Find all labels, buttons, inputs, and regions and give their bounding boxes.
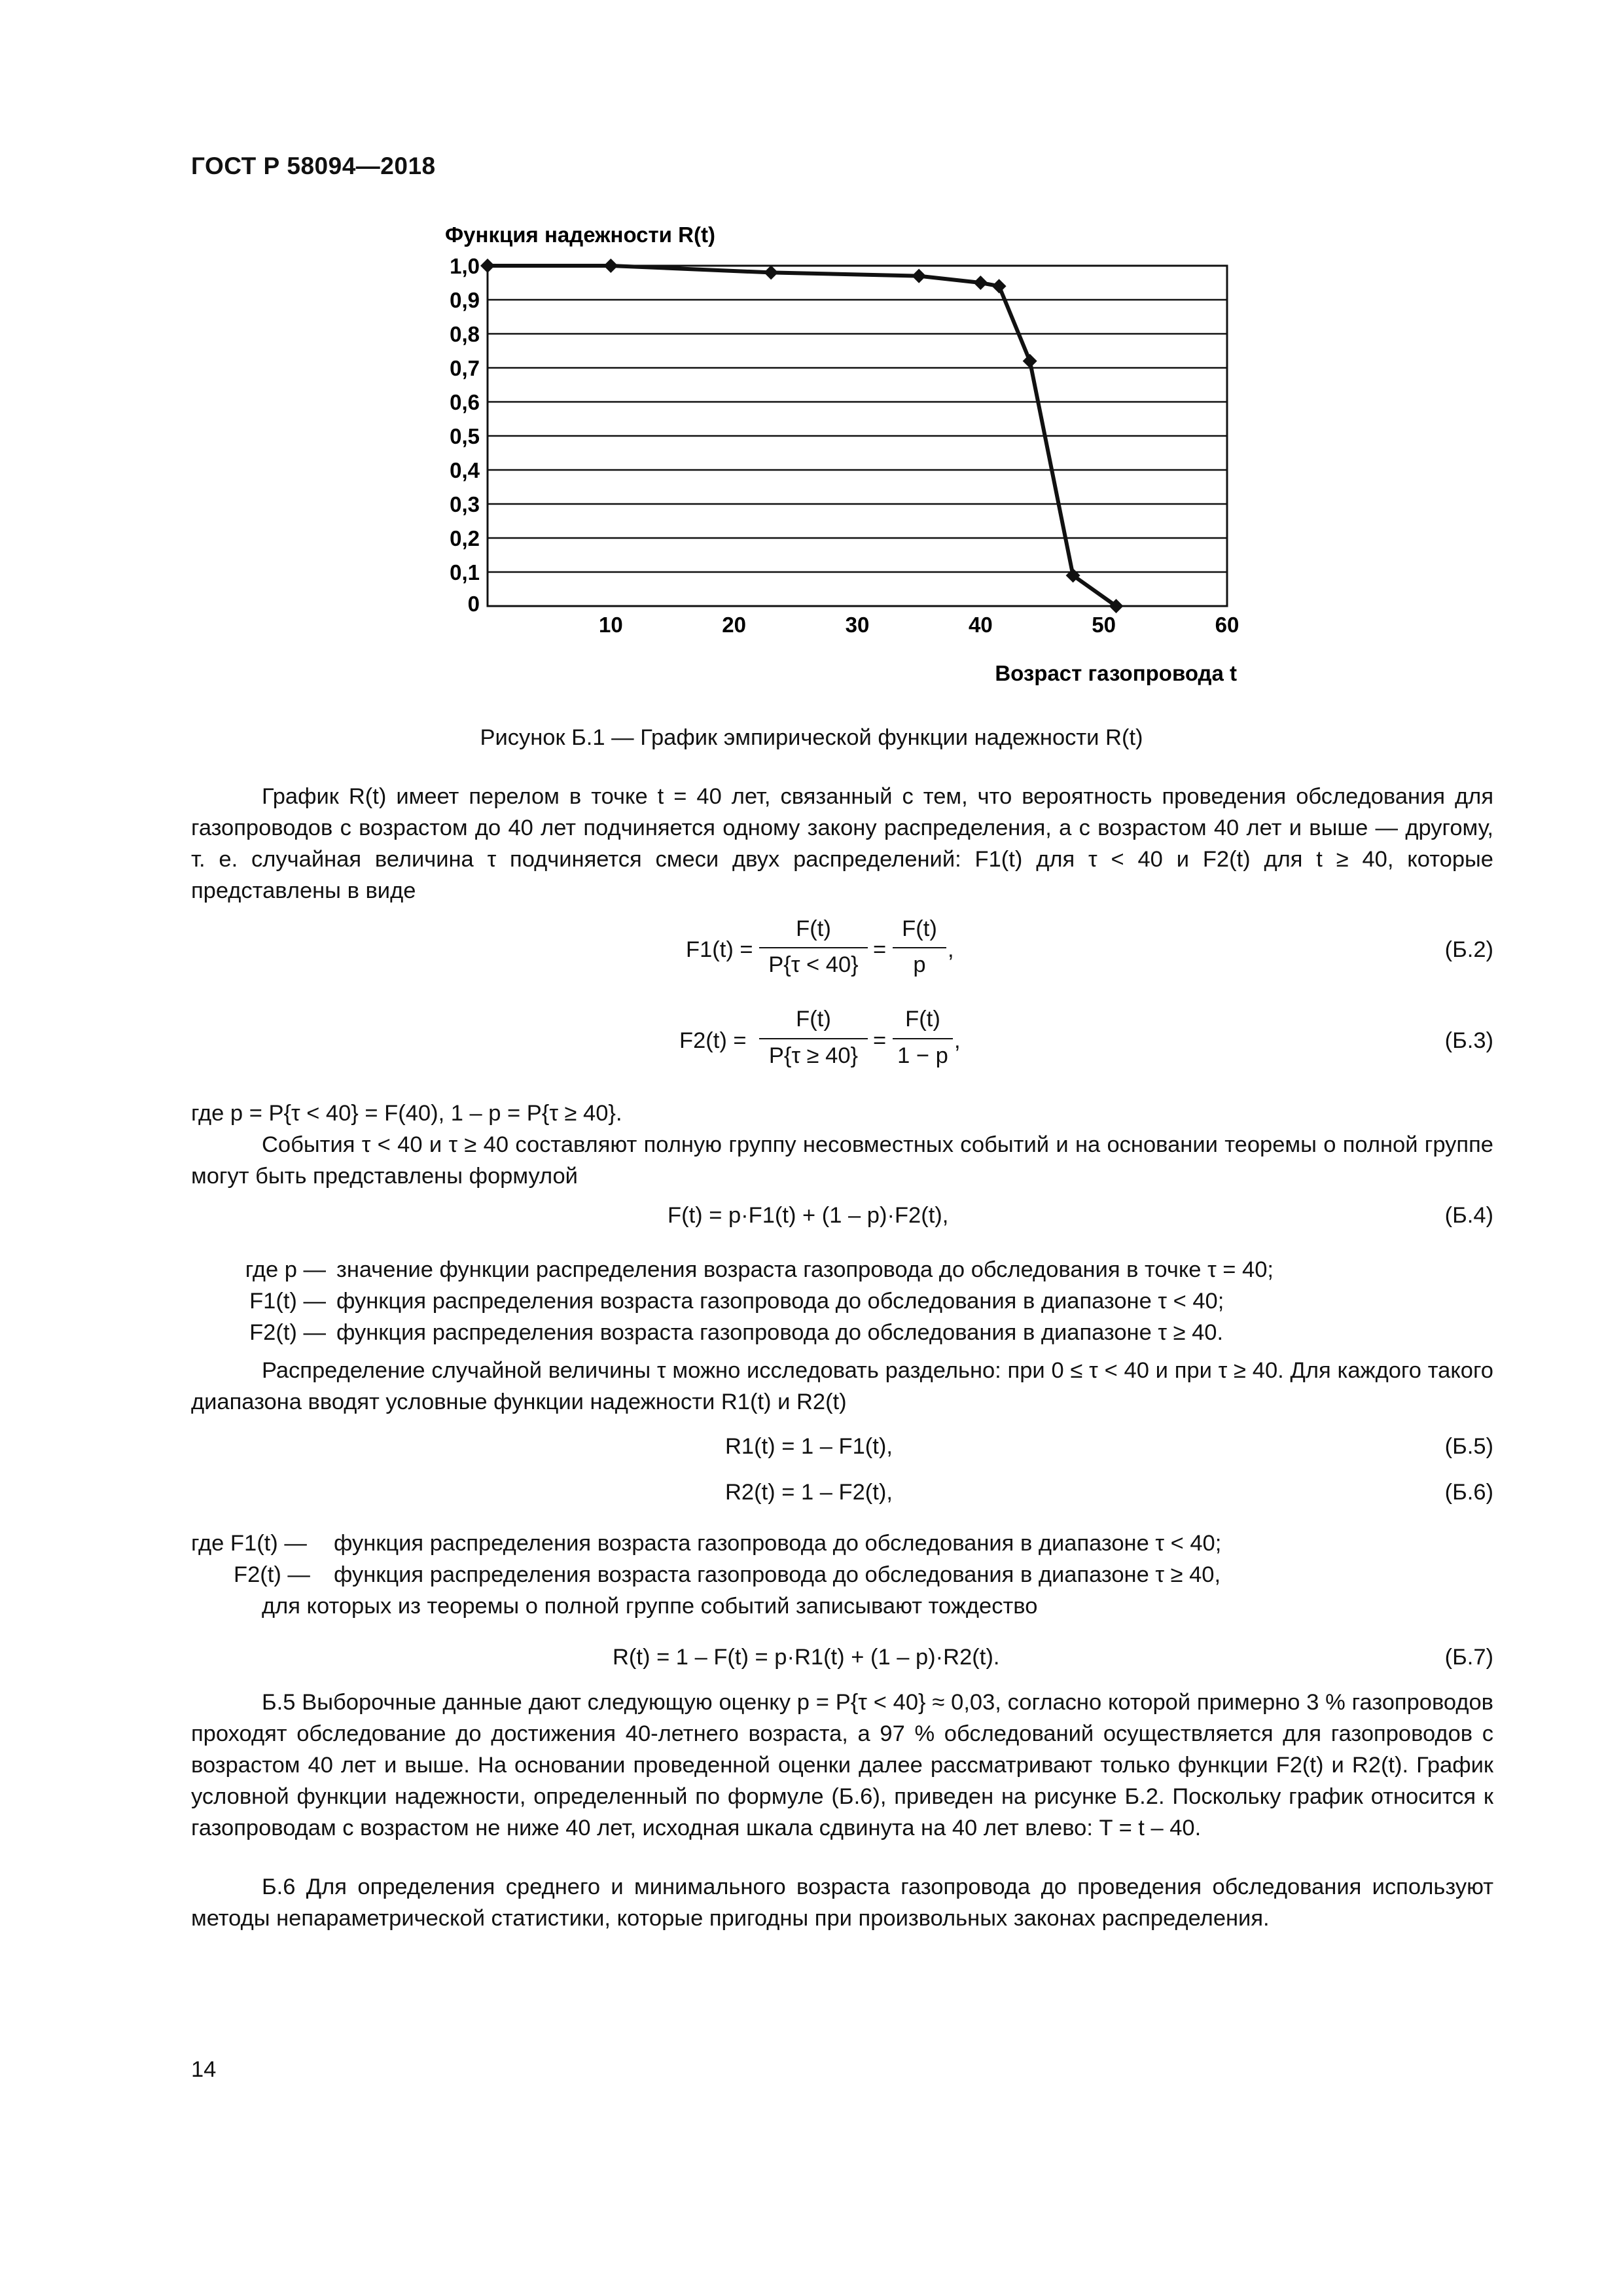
eq-b3-comma: , [954, 1028, 961, 1053]
x-tick-label: 30 [845, 613, 870, 637]
chart-title: Функция надежности R(t) [445, 223, 715, 247]
eq-b2-lhs: F1(t) = [686, 937, 753, 962]
x-tick-label: 40 [968, 613, 993, 637]
y-tick-label: 0 [467, 592, 480, 616]
where3-label-f2: F2(t) — [234, 1562, 310, 1587]
eq-b2-frac2-denominator: p [913, 952, 926, 977]
eq-b7-number: (Б.7) [1444, 1645, 1493, 1670]
y-tick-label: 0,1 [450, 560, 480, 584]
x-tick-label: 10 [598, 613, 623, 637]
data-point-marker [1023, 354, 1037, 368]
data-point-marker [603, 259, 618, 273]
where2-label-f2: F2(t) — [249, 1320, 326, 1345]
eq-b2-frac1-denominator: P{τ < 40} [768, 952, 859, 977]
eq-b3-frac2-denominator: 1 − p [897, 1043, 948, 1068]
y-tick-label: 0,9 [450, 288, 480, 312]
y-tick-label: 0,7 [450, 356, 480, 380]
where2-label-p: где p — [245, 1257, 326, 1282]
y-tick-label: 0,3 [450, 492, 480, 516]
eq-b7: R(t) = 1 – F(t) = p·R1(t) + (1 – p)·R2(t). [613, 1645, 1000, 1670]
eq-b2-frac1-numerator: F(t) [796, 916, 831, 941]
eq-b6: R2(t) = 1 – F2(t), [725, 1480, 893, 1505]
y-tick-label: 0,4 [450, 458, 480, 482]
document-header: ГОСТ Р 58094—2018 [191, 152, 436, 179]
eq-b3-equals: = [873, 1028, 887, 1053]
reliability-chart [419, 216, 1257, 694]
section-b5: Б.5 Выборочные данные дают следующую оценку p = P{τ < 40} ≈ 0,03, согласно которой примерно 3 % газопроводов проходят обследование до достижения 40-летнего возраста, а 97 % обследований осуществляется для газопроводов с возрастом 40 лет и выше. На основании проведенной оценки далее рассматривают только функции F2(t) и R2(t). График условной функции надежности, определенный по формуле (Б.6), приведен на рисунке Б.2. Поскольку график относится к газопроводам с возрастом не ниже 40 лет, исходная шкала сдвинута на 40 лет влево: T = t – 40. [191, 1690, 1493, 1840]
eq-b3-frac2-bar [893, 1038, 953, 1039]
eq-b3-frac1-denominator: P{τ ≥ 40} [768, 1043, 859, 1068]
where2-text-f2: функция распределения возраста газопровода до обследования в диапазоне τ ≥ 40. [336, 1320, 1224, 1345]
data-point-marker [480, 259, 495, 273]
where-p-definition: где p = P{τ < 40} = F(40), 1 – p = P{τ ≥ 40}. [191, 1101, 622, 1126]
eq-b3-lhs: F2(t) = [679, 1028, 747, 1053]
eq-b2-frac2-numerator: F(t) [902, 916, 937, 941]
chart-grid [488, 300, 1227, 572]
eq-b5-number: (Б.5) [1444, 1434, 1493, 1459]
data-point-marker [912, 269, 926, 283]
data-point-marker [973, 276, 988, 290]
y-tick-label: 0,5 [450, 424, 480, 448]
where3-text-f2: функция распределения возраста газопровода до обследования в диапазоне τ ≥ 40, [334, 1562, 1221, 1587]
where3-label-f1: где F1(t) — [191, 1531, 307, 1556]
x-axis-ticks [599, 613, 1239, 637]
data-point-marker [764, 265, 778, 279]
x-axis-label: Возраст газопровода t [995, 661, 1237, 685]
page-number: 14 [191, 2057, 217, 2082]
where2-text-f1: функция распределения возраста газопровода до обследования в диапазоне τ < 40; [336, 1289, 1224, 1314]
section-b6: Б.6 Для определения среднего и минимального возраста газопровода до проведения обследования используют методы непараметрической статистики, которые пригодны при произвольных законах распределения. [191, 1874, 1493, 1931]
paragraph-conditional-reliability: Распределение случайной величины τ можно исследовать раздельно: при 0 ≤ τ < 40 и при τ ≥ 40. Для каждого такого диапазона вводят условные функции надежности R1(t) и R2(t) [191, 1358, 1493, 1414]
where2-text-p: значение функции распределения возраста газопровода до обследования в точке τ = 40; [336, 1257, 1274, 1282]
eq-b3-frac1-numerator: F(t) [796, 1007, 831, 1031]
eq-b2-number: (Б.2) [1444, 937, 1493, 962]
x-tick-label: 50 [1092, 613, 1116, 637]
eq-b5: R1(t) = 1 – F1(t), [725, 1434, 893, 1459]
figure-caption: Рисунок Б.1 — График эмпирической функции надежности R(t) [480, 725, 1143, 750]
eq-b4: F(t) = p·F1(t) + (1 – p)·F2(t), [668, 1203, 949, 1228]
where2-label-f1: F1(t) — [249, 1289, 326, 1314]
eq-b2-comma: , [948, 937, 954, 962]
eq-b2-frac2-bar [893, 947, 946, 948]
y-axis-ticks [450, 254, 480, 616]
y-tick-label: 1,0 [450, 254, 480, 278]
x-tick-label: 20 [722, 613, 747, 637]
eq-b4-number: (Б.4) [1444, 1203, 1493, 1228]
eq-b3-number: (Б.3) [1444, 1028, 1493, 1053]
y-tick-label: 0,8 [450, 322, 480, 346]
where3-text-f1: функция распределения возраста газопровода до обследования в диапазоне τ < 40; [334, 1531, 1222, 1556]
data-point-marker [992, 279, 1007, 293]
eq-b6-number: (Б.6) [1444, 1480, 1493, 1505]
y-tick-label: 0,2 [450, 526, 480, 550]
where3-tail: для которых из теоремы о полной группе событий записывают тождество [262, 1594, 1038, 1619]
eq-b2-equals: = [873, 937, 887, 962]
eq-b2-frac1-bar [759, 947, 868, 948]
paragraph-breakpoint: График R(t) имеет перелом в точке t = 40 лет, связанный с тем, что вероятность проведения обследования для газопроводов с возрастом до 40 лет подчиняется одному закону распределения, а с возрастом 40 лет и выше — другому, т. е. случайная величина τ подчиняется смеси двух распределений: F1(t) для τ < 40 и F2(t) для t ≥ 40, которые представлены в виде [191, 784, 1493, 903]
paragraph-full-group: События τ < 40 и τ ≥ 40 составляют полную группу несовместных событий и на основании теоремы о полной группе могут быть представлены формулой [191, 1132, 1493, 1189]
x-tick-label: 60 [1215, 613, 1240, 637]
y-tick-label: 0,6 [450, 390, 480, 414]
eq-b3-frac1-bar [759, 1038, 868, 1039]
eq-b3-frac2-numerator: F(t) [905, 1007, 940, 1031]
